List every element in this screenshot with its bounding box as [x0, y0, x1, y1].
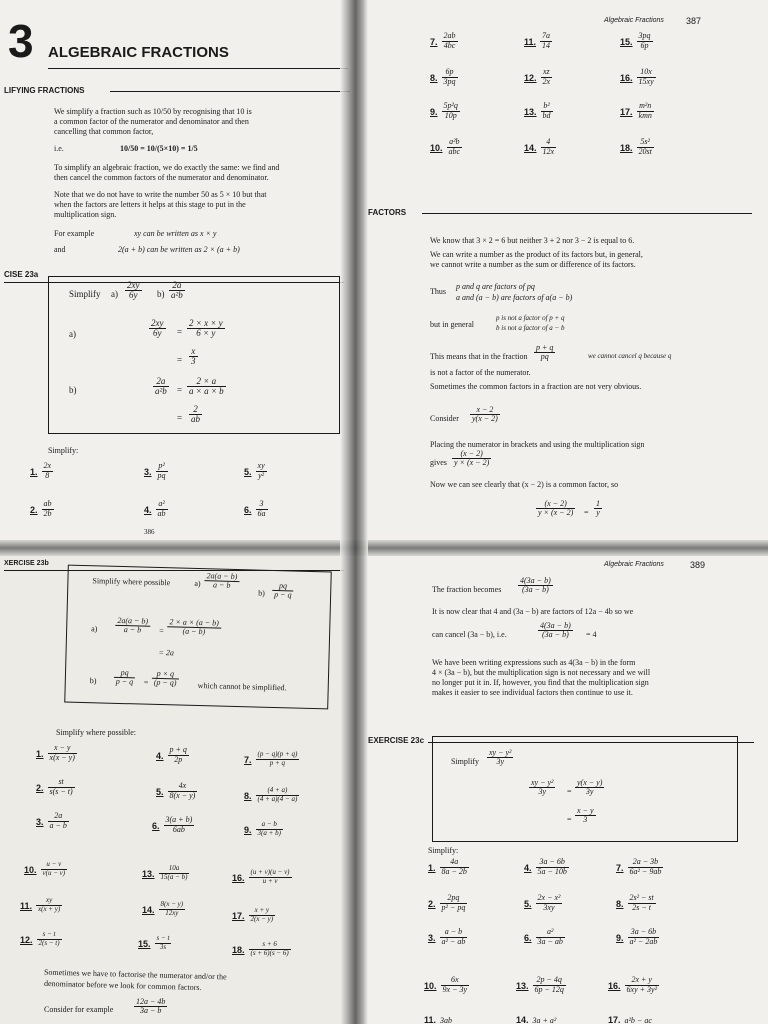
thus-line: p and q are factors of pq: [456, 282, 535, 291]
problem-item: 7. $\frac{(p - q)(p + q)}{p + q}$: [244, 750, 298, 767]
problem-item: 2. $\frac{2pq}{\text{p² − pq}}$: [428, 893, 466, 912]
solution-b-step1: $\frac{2a}{\text{a²b}}$: [155, 376, 167, 397]
problem-item: 1. $\frac{x - y}{x(x - y)}$: [36, 743, 75, 762]
cancel-fraction: $\frac{4(3a - b)}{(3a - b)}$: [540, 621, 571, 640]
solution-b-step3: $\frac{2}{ab}$: [191, 404, 200, 425]
problem-item: 6. $\frac{3}{6a}$: [244, 499, 266, 518]
solution-b-text: which cannot be simplified.: [197, 681, 287, 693]
para-line: We have been writing expressions such as 4(3a − b) in the form: [432, 658, 636, 667]
means-rest: we cannot cancel q because q: [588, 352, 672, 360]
final-fraction: $\frac{(x - 2)}{y \times (x - 2)}$: [538, 499, 574, 518]
problem-item: 9. $\frac{3a - 6b}{\text{a² − 2ab}}$: [616, 927, 658, 946]
thus-line: a and (a − b) are factors of a(a − b): [456, 293, 573, 302]
problem-item: 3. $\frac{a - b}{\text{a² − ab}}$: [428, 927, 466, 946]
question-b-fraction: $\frac{pq}{p - q}$: [272, 582, 294, 600]
problem-item: 1. $\frac{2x}{8}$: [30, 461, 52, 480]
problem-item: 10. $\frac{u - v}{v(u - v)}$: [24, 860, 66, 877]
and-label: and: [54, 245, 66, 254]
sometimes-line: Sometimes we have to factorise the numerator and/or the: [43, 967, 227, 982]
problem-item: 17. a²b − ac: [608, 1015, 652, 1024]
intro-line: We simplify a fraction such as 10/50 by recognising that 10 is: [54, 107, 252, 116]
worked-example-box: Simplify a) $\frac{2xy}{6y}$ b) $\frac{2a}{\text{a²b}}$ a) $\frac{2xy}{6y}$ = $\frac{2 \times x \times y}{6 \times y}$ = $\frac{x}{3}$ b) $\frac{2a}{\text{a²b}}$ = $\frac{2 \times a}{a \times a \times b}$ = $\frac{2}{ab}$: [48, 276, 340, 434]
box-b-label: b): [258, 588, 265, 598]
worked-example-box: Simplify $\frac{\text{xy − y²}}{3y}$ $\frac{\text{xy − y²}}{3y}$ = $\frac{y(x - y)}{3y}$ = $\frac{x - y}{3}$: [432, 736, 738, 842]
clear-text: It is now clear that 4 and (3a − b) are factors of 12a − 4b so we: [432, 607, 634, 616]
problem-item: 6. $\frac{3(a + b)}{6ab}$: [152, 815, 193, 834]
solution-step2: $\frac{y(x - y)}{3y}$: [577, 778, 603, 797]
problem-item: 16. $\frac{10x}{15xy}$: [620, 67, 654, 86]
ie-equation: 10/50 = 10/(5×10) = 1/5: [120, 144, 198, 153]
problem-item: 18. $\frac{\text{5s²}}{20st}$: [620, 137, 652, 156]
becomes-text: The fraction becomes: [432, 585, 502, 594]
intro-line: cancelling that common factor,: [54, 127, 154, 136]
consider-label: Consider for example: [44, 1005, 114, 1014]
box-a-label: a): [194, 578, 201, 589]
question-b-fraction: $\frac{2a}{\text{a²b}}$: [171, 280, 183, 301]
factors-para: We can write a number as the product of its factors but, in general,: [430, 250, 643, 259]
algebraic-line: then cancel the common factors of the numerator and denominator.: [54, 173, 269, 182]
means-text: This means that in the fraction: [430, 352, 528, 361]
means-fraction: $\frac{p + q}{pq}$: [536, 343, 554, 362]
exercise-label: CISE 23a: [4, 270, 39, 279]
page-number: 386: [144, 528, 155, 536]
page-389: [352, 556, 768, 1024]
factors-para: We know that 3 × 2 = 6 but neither 3 + 2 nor 3 − 2 is equal to 6.: [430, 236, 635, 245]
algebraic-line: To simplify an algebraic fraction, we do exactly the same: we find and: [54, 163, 280, 172]
note-line: multiplication sign.: [54, 210, 117, 219]
problem-item: 7. $\frac{2a - 3b}{\text{6a² − 9ab}}$: [616, 857, 662, 876]
problem-item: 11. 3ab: [424, 1015, 453, 1024]
problem-item: 4. $\frac{3a - 6b}{5a - 10b}$: [524, 857, 567, 876]
problem-item: 5. $\frac{xy}{\text{y²}}$: [244, 461, 265, 480]
note-line: Note that we do not have to write the number 50 as 5 × 10 but that: [54, 190, 267, 199]
problem-item: 14. 3a + a²: [516, 1015, 557, 1024]
note-line: when the factors are letters it helps at this stage to put in the: [54, 200, 246, 209]
but-general-line: b is not a factor of a − b: [496, 324, 565, 332]
problem-item: 17. $\frac{\text{m²n}}{\text{kmn}}$: [620, 101, 652, 120]
factors-heading: FACTORS: [368, 208, 407, 217]
solution-a-label: a): [91, 624, 98, 634]
problem-item: 3. $\frac{2a}{a - b}$: [36, 811, 67, 830]
solution-a-step2: $\frac{2 \times a \times (a - b)}{(a - b)}$: [167, 618, 221, 637]
problem-item: 6. $\frac{\text{a²}}{3a - ab}$: [524, 927, 563, 946]
problem-item: 16. $\frac{2x + y}{\text{6xy + 3y²}}$: [608, 975, 657, 994]
page-387: Algebraic Fractions 387 7. $\frac{2ab}{4bc}$ 11. $\frac{7a}{14}$ 15. $\frac{3pq}{6p}$ 8. $\frac{6p}{3pq}$ 12. $\frac{xz}{2x}$ 16. $\frac{10x}{15xy}$ 9. $\frac{\text{5p²q}}{10p}$ 13. $\frac{\text{b²}}{bd}$ 17. $\frac{\text{m²n}}{\text{kmn}}$ 10. $\frac{\text{a²b}}{\text{abc}}$ 14. $\frac{4}{12x}$ 18. $\frac{\text{5s²}}{20st}$ FACTORS We know that 3 × 2 = 6 but neither 3 + 2 nor 3 − 2 is equal to 6. We can write a number as the product of its factors but, in general, we cannot write a number as the sum or difference of its factors. Thus p and q are factors of pq a and (a − b) are factors of a(a − b) but in general p is not a factor of p + q b is not a factor of a − b This means that in the fraction $\frac{p + q}{pq}$ we cannot cancel q because q is not a factor of the numerator. Sometimes the common factors in a fraction are not very obvious. Consider $\frac{x - 2}{y(x - 2)}$ Placing the numerator in brackets and using the multiplication sign gives $\frac{(x - 2)}{y \times (x - 2)}$ Now we can see clearly that (x − 2) is a common factor, so $\frac{(x - 2)}{y \times (x - 2)}$ = $\frac{1}{y}$: [352, 0, 768, 540]
page-386: [0, 0, 352, 540]
problem-item: 9. $\frac{a - b}{3(a + b)}$: [244, 820, 281, 837]
question-fraction: $\frac{\text{xy − y²}}{3y}$: [489, 748, 512, 767]
problem-item: 8. $\frac{\text{2s² − st}}{2s - t}$: [616, 893, 654, 912]
problem-item: 12. $\frac{xz}{2x}$: [524, 67, 551, 86]
solution-b-step2: $\frac{2 \times a}{a \times a \times b}$: [189, 376, 224, 397]
problem-item: 8. $\frac{(4 + a)}{(4 + a)(4 - a)}$: [244, 786, 298, 803]
question-a-fraction: $\frac{2xy}{6y}$: [127, 280, 140, 301]
page-388: [0, 556, 352, 1024]
solution-a-step1: $\frac{2xy}{6y}$: [151, 318, 164, 339]
solution-step1: $\frac{\text{xy − y²}}{3y}$: [531, 778, 554, 797]
para-line: 4 × (3a − b), but the multiplication sign is not necessary and we will: [432, 668, 651, 677]
example-2: 2(a + b) can be written as 2 × (a + b): [118, 245, 240, 254]
title-rule: [48, 68, 348, 69]
gives-fraction: $\frac{(x - 2)}{y \times (x - 2)}$: [454, 449, 490, 468]
sometimes-text: Sometimes the common factors in a fraction are not very obvious.: [430, 382, 642, 391]
problem-item: 11. $\frac{xy}{x(x + y)}$: [20, 896, 61, 913]
solution-a-step1: $\frac{2a(a - b)}{a - b}$: [115, 617, 150, 636]
for-example-label: For example: [54, 229, 95, 238]
page-number: 387: [686, 16, 702, 26]
solution-a-label: a): [69, 329, 76, 339]
problem-item: 4. $\frac{\text{a²}}{ab}$: [144, 499, 166, 518]
factors-rule: [422, 213, 752, 214]
becomes-fraction: $\frac{4(3a - b)}{(3a - b)}$: [520, 576, 551, 595]
box-a-label: a): [111, 289, 118, 299]
para-line: no longer put it in. If, however, you find that the multiplication sign: [432, 678, 649, 687]
solution-a-step2: $\frac{2 \times x \times y}{6 \times y}$: [189, 318, 223, 339]
consider-fraction: $\frac{x - 2}{y(x - 2)}$: [472, 405, 498, 424]
box-simplify: Simplify: [69, 289, 101, 299]
problem-item: 15. $\frac{s - t}{3s}$: [138, 934, 170, 951]
problem-item: 15. $\frac{3pq}{6p}$: [620, 31, 651, 50]
problem-item: 12. $\frac{s - t}{2(s - t)}$: [20, 930, 60, 947]
problem-item: 14. $\frac{4}{12x}$: [524, 137, 555, 156]
running-head: Algebraic Fractions: [604, 17, 664, 24]
problem-item: 1. $\frac{4a}{8a - 2b}$: [428, 857, 467, 876]
solution-a-step3: $\frac{x}{3}$: [191, 346, 196, 367]
solution-step3: $\frac{x - y}{3}$: [577, 806, 594, 825]
simplify-label: Simplify where possible:: [56, 728, 136, 737]
solution-b-step1: $\frac{pq}{p - q}$: [114, 669, 136, 687]
cancel-result: = 4: [586, 630, 597, 639]
consider-label: Consider: [430, 414, 459, 423]
not-factor-text: is not a factor of the numerator.: [430, 368, 531, 377]
problem-item: 4. $\frac{p + q}{2p}$: [156, 745, 187, 764]
exercise-label: XERCISE 23b: [4, 560, 49, 567]
solution-b-label: b): [69, 385, 77, 395]
thus-label: Thus: [430, 287, 446, 296]
final-result: $\frac{1}{y}$: [596, 499, 600, 518]
intro-line: a common factor of the numerator and denominator and then: [54, 117, 249, 126]
problem-item: 8. $\frac{6p}{3pq}$: [430, 67, 456, 86]
problem-item: 11. $\frac{7a}{14}$: [524, 31, 551, 50]
ie-label: i.e.: [54, 144, 64, 153]
para-line: makes it easier to see individual factors then continue to use it.: [432, 688, 633, 697]
problem-item: 9. $\frac{\text{5p²q}}{10p}$: [430, 101, 458, 120]
worked-example-box: Simplify where possible a) $\frac{2a(a - b)}{a - b}$ b) $\frac{pq}{p - q}$ a) $\frac{2a(a - b)}{a - b}$ = $\frac{2 \times a \times (a - b)}{(a - b)}$ = 2a b) $\frac{pq}{p - q}$ = $\frac{p \times q}{(p - q)}$ which cannot be simplified.: [64, 565, 332, 710]
solution-b-step2: $\frac{p \times q}{(p - q)}$: [152, 670, 179, 688]
chapter-title: ALGEBRAIC FRACTIONS: [48, 44, 229, 61]
box-simplify: Simplify where possible: [92, 576, 171, 588]
problem-item: 13. $\frac{10a}{15(a - b)}$: [142, 864, 188, 881]
problem-item: 3. $\frac{\text{p²}}{pq}$: [144, 461, 166, 480]
placing-text: Placing the numerator in brackets and using the multiplication sign: [430, 440, 645, 449]
sometimes-line: denominator before we look for common factors.: [43, 978, 202, 993]
problem-item: 18. $\frac{s + 6}{(s + 6)(s - 6)}$: [232, 940, 289, 957]
but-general-label: but in general: [430, 320, 474, 329]
problem-item: 17. $\frac{x + y}{2(x - y)}$: [232, 906, 274, 923]
but-general-line: p is not a factor of p + q: [496, 314, 565, 322]
book-gutter: [340, 0, 368, 1024]
box-b-label: b): [157, 289, 165, 299]
problem-item: 2. $\frac{st}{s(s - t)}$: [36, 777, 73, 796]
consider-fraction: $\frac{12a - 4b}{3a - b}$: [136, 997, 166, 1016]
problem-item: 16. $\frac{(u + v)(u - v)}{u + v}$: [232, 868, 290, 885]
solution-a-result: = 2a: [158, 647, 175, 658]
page-number: 389: [690, 560, 706, 570]
problem-item: 14. $\frac{8(x - y)}{12xy}$: [142, 900, 184, 917]
scan-gap: [0, 540, 768, 556]
problem-item: 10. $\frac{6x}{9x - 3y}$: [424, 975, 468, 994]
example-1: xy can be written as x × y: [134, 229, 217, 238]
chapter-number: 3: [8, 15, 34, 67]
running-head: Algebraic Fractions: [604, 561, 664, 568]
problem-item: 13. $\frac{\text{b²}}{bd}$: [524, 101, 551, 120]
problem-item: 13. $\frac{2p - 4q}{6p - 12q}$: [516, 975, 564, 994]
simplify-label: Simplify:: [428, 846, 459, 855]
factors-para: we cannot write a number as the sum or difference of its factors.: [430, 260, 636, 269]
box-simplify: Simplify: [451, 757, 480, 766]
now-see-text: Now we can see clearly that (x − 2) is a common factor, so: [430, 480, 619, 489]
problem-item: 5. $\frac{\text{2x − x²}}{3xy}$: [524, 893, 561, 912]
problem-item: 2. $\frac{ab}{2b}$: [30, 499, 52, 518]
problem-item: 10. $\frac{\text{a²b}}{\text{abc}}$: [430, 137, 461, 156]
problem-item: 7. $\frac{2ab}{4bc}$: [430, 31, 456, 50]
exercise-label: EXERCISE 23c: [368, 736, 425, 745]
section-heading: LIFYING FRACTIONS: [4, 86, 85, 95]
problem-item: 5. $\frac{4x}{8(x - y)}$: [156, 781, 196, 800]
gives-label: gives: [430, 458, 447, 467]
solution-b-label: b): [89, 676, 97, 686]
cancel-text: can cancel (3a − b), i.e.: [432, 630, 507, 639]
section-rule: [110, 91, 350, 92]
simplify-label: Simplify:: [48, 446, 79, 455]
question-a-fraction: $\frac{2a(a - b)}{a - b}$: [204, 572, 239, 591]
